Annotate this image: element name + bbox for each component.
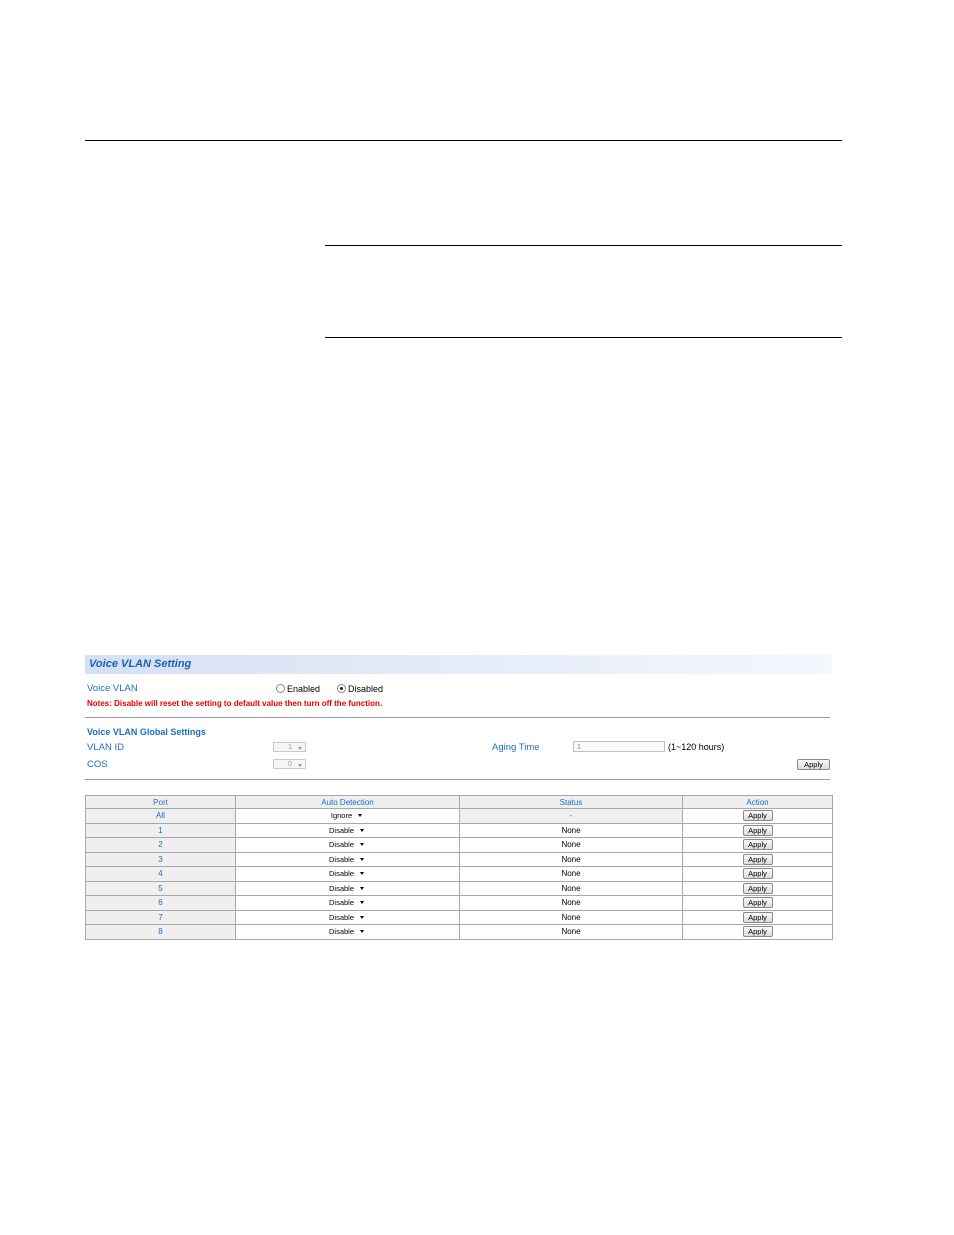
status-cell: None [460, 896, 683, 911]
enabled-radio[interactable] [276, 684, 285, 693]
port-cell: 7 [86, 910, 236, 925]
enabled-radio-group[interactable] [276, 684, 320, 694]
table-row-all [86, 809, 833, 824]
action-cell [683, 852, 833, 867]
notes-text: Notes: Disable will reset the setting to default value then turn off the function. [87, 699, 383, 708]
action-cell [683, 809, 833, 824]
apply-button[interactable]: Apply [743, 926, 773, 937]
detect-value: Disable [328, 912, 354, 922]
table-row [86, 852, 833, 867]
apply-button[interactable]: Apply [743, 883, 773, 894]
detect-cell [236, 896, 460, 911]
chevron-down-icon [360, 901, 364, 904]
apply-button[interactable]: Apply [743, 839, 773, 850]
status-cell: None [460, 881, 683, 896]
disabled-radio[interactable] [337, 684, 346, 693]
detect-value: Disable [328, 825, 354, 835]
auto-detection-select[interactable] [329, 884, 366, 893]
section-rule-upper [325, 245, 842, 246]
status-cell: None [460, 852, 683, 867]
auto-detection-select[interactable] [329, 855, 366, 864]
chevron-down-icon [360, 872, 364, 875]
table-header-row [86, 796, 833, 809]
table-row [86, 925, 833, 940]
aging-time-input[interactable]: 1 [573, 741, 665, 752]
detect-cell [236, 809, 460, 824]
divider-2 [85, 779, 830, 780]
table-row [86, 867, 833, 882]
header-status: Status [460, 796, 683, 809]
action-cell [683, 823, 833, 838]
top-rule [85, 140, 842, 141]
detect-value: Disable [328, 869, 354, 879]
detect-cell [236, 823, 460, 838]
apply-button[interactable]: Apply [743, 897, 773, 908]
detect-value: Disable [328, 898, 354, 908]
auto-detection-select[interactable] [329, 898, 366, 907]
disabled-radio-group[interactable] [337, 684, 383, 694]
action-cell [683, 896, 833, 911]
detect-cell [236, 910, 460, 925]
chevron-down-icon [298, 764, 302, 767]
action-cell [683, 910, 833, 925]
port-cell: 2 [86, 838, 236, 853]
port-cell: 5 [86, 881, 236, 896]
aging-time-hint: (1~120 hours) [668, 742, 725, 752]
auto-detection-select[interactable] [331, 811, 364, 820]
chevron-down-icon [360, 829, 364, 832]
port-cell: All [86, 809, 236, 824]
cos-select[interactable] [273, 759, 306, 769]
status-cell: None [460, 867, 683, 882]
apply-button[interactable]: Apply [743, 825, 773, 836]
voice-vlan-panel [85, 655, 832, 674]
header-action: Action [683, 796, 833, 809]
action-cell [683, 925, 833, 940]
port-cell: 3 [86, 852, 236, 867]
table-row [86, 823, 833, 838]
port-cell: 8 [86, 925, 236, 940]
vlan-id-value: 1 [288, 744, 292, 751]
voice-vlan-label: Voice VLAN [87, 683, 138, 694]
detect-value: Disable [328, 883, 354, 893]
detect-cell [236, 852, 460, 867]
header-auto-detection: Auto Detection [236, 796, 460, 809]
detect-value: Disable [328, 854, 354, 864]
status-cell: None [460, 838, 683, 853]
port-cell: 1 [86, 823, 236, 838]
divider-1 [85, 717, 830, 718]
aging-time-label: Aging Time [492, 742, 540, 753]
disabled-label: Disabled [348, 684, 384, 694]
table-row [86, 838, 833, 853]
chevron-down-icon [360, 887, 364, 890]
action-cell [683, 867, 833, 882]
auto-detection-select[interactable] [329, 913, 366, 922]
auto-detection-select[interactable] [329, 840, 366, 849]
status-cell: - [460, 809, 683, 824]
table-row [86, 881, 833, 896]
apply-button[interactable]: Apply [743, 810, 773, 821]
chevron-down-icon [360, 843, 364, 846]
auto-detection-select[interactable] [329, 869, 366, 878]
detect-cell [236, 867, 460, 882]
port-table [85, 795, 833, 940]
global-apply-button[interactable]: Apply [797, 759, 830, 770]
panel-title: Voice VLAN Setting [85, 655, 832, 674]
chevron-down-icon [298, 747, 302, 750]
table-row [86, 896, 833, 911]
auto-detection-select[interactable] [329, 927, 366, 936]
chevron-down-icon [360, 858, 364, 861]
status-cell: None [460, 910, 683, 925]
port-cell: 4 [86, 867, 236, 882]
status-cell: None [460, 823, 683, 838]
detect-cell [236, 881, 460, 896]
chevron-down-icon [360, 930, 364, 933]
apply-button[interactable]: Apply [743, 854, 773, 865]
detect-value: Disable [328, 927, 354, 937]
action-cell [683, 838, 833, 853]
vlan-id-select[interactable] [273, 742, 306, 752]
section-rule-lower [325, 337, 842, 338]
vlan-id-label: VLAN ID [87, 742, 124, 753]
action-cell [683, 881, 833, 896]
chevron-down-icon [358, 814, 362, 817]
cos-value: 0 [288, 761, 292, 768]
enabled-label: Enabled [287, 684, 321, 694]
auto-detection-select[interactable] [329, 826, 366, 835]
detect-cell [236, 838, 460, 853]
cos-label: COS [87, 759, 108, 770]
table-row [86, 910, 833, 925]
chevron-down-icon [360, 916, 364, 919]
detect-value: Disable [328, 840, 354, 850]
header-port: Port [86, 796, 236, 809]
apply-button[interactable]: Apply [743, 912, 773, 923]
status-cell: None [460, 925, 683, 940]
detect-value: Ignore [330, 811, 353, 821]
apply-button[interactable]: Apply [743, 868, 773, 879]
port-cell: 6 [86, 896, 236, 911]
detect-cell [236, 925, 460, 940]
global-settings-title: Voice VLAN Global Settings [87, 727, 206, 737]
